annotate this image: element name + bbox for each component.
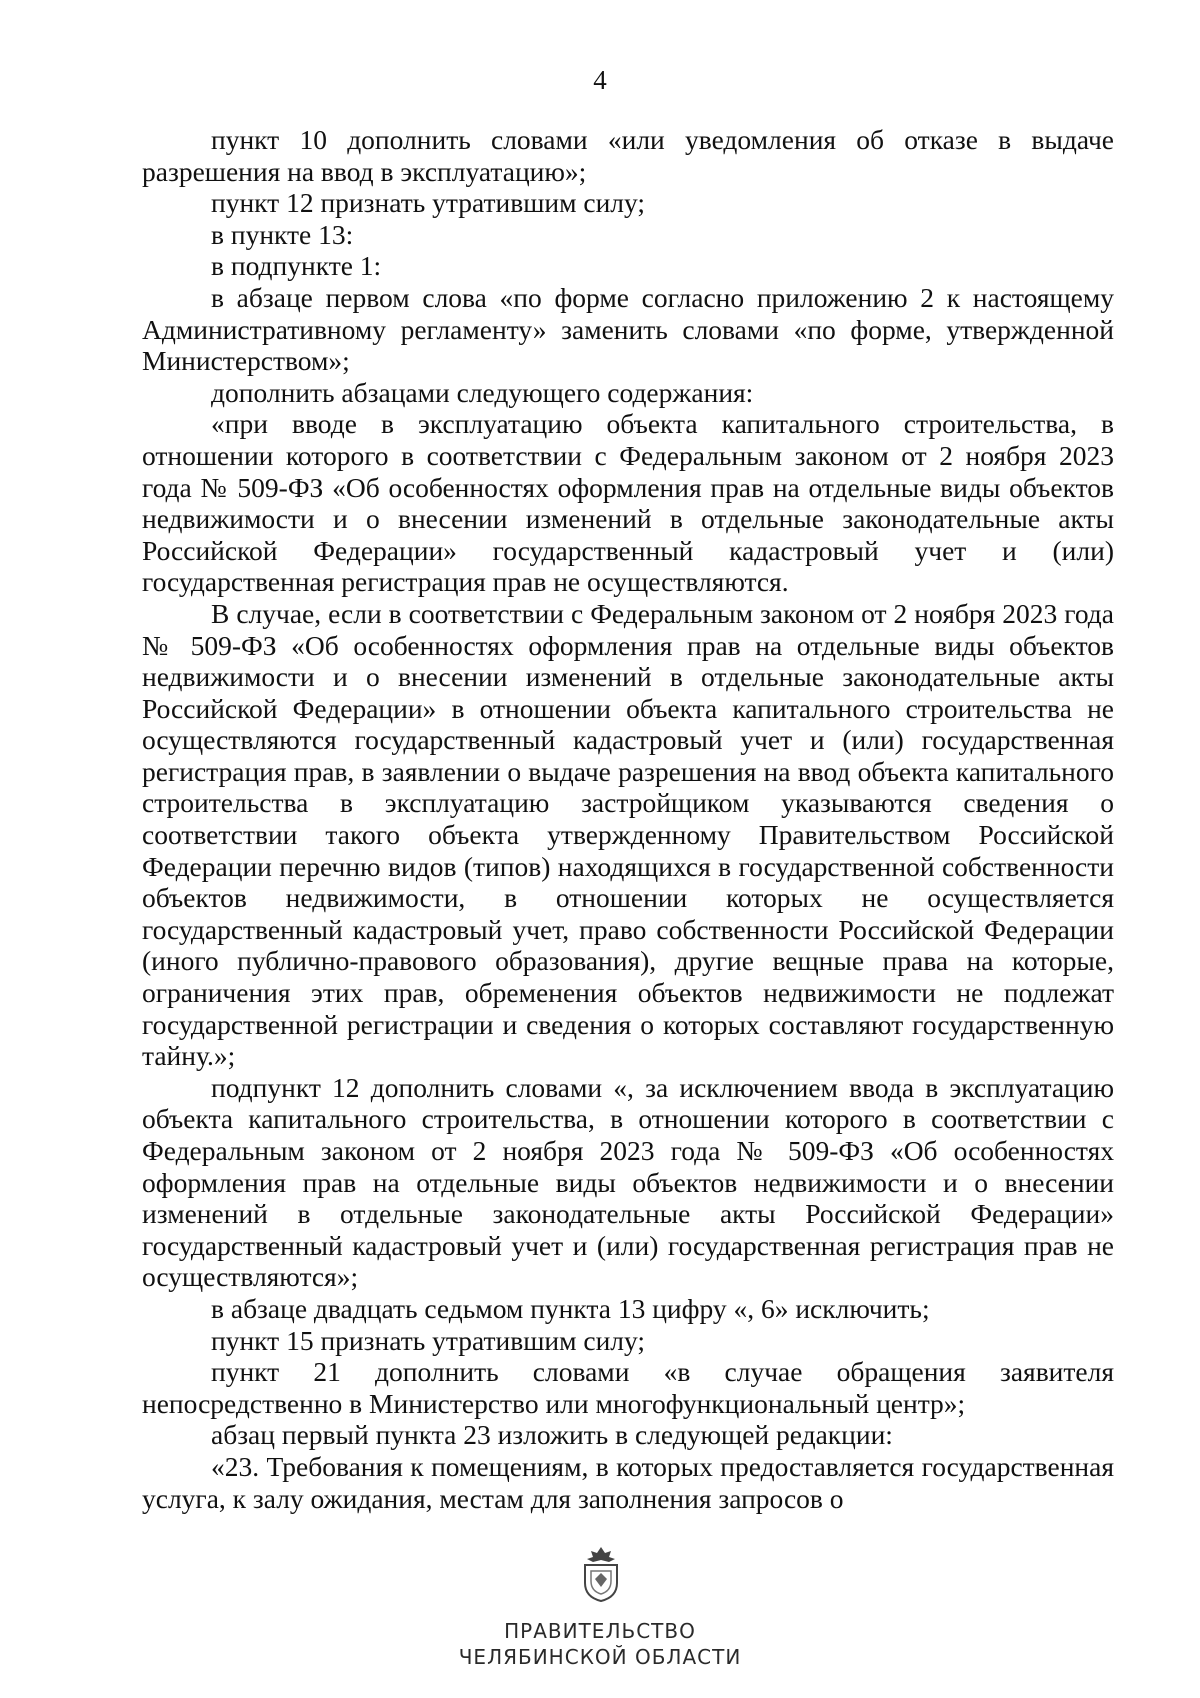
paragraph: в подпункте 1: [211,250,382,282]
page-number: 4 [593,65,607,95]
paragraph: пункт 12 признать утратившим силу; [211,187,646,219]
paragraph: пункт 21 дополнить словами «в случае обращения заявителя непосредственно в Министерство или многофункциональный центр»; [142,1356,1114,1419]
paragraph: в абзаце первом слова «по форме согласно приложению 2 к настоящему Административному регламенту» заменить словами «по форме, утвержденной Министерством»; [142,281,1114,377]
paragraph: «при вводе в эксплуатацию объекта капитального строительства, в отношении которого в соответствии с Федеральным законом от 2 ноября 2023 года № 509-ФЗ «Об особенностях оформления прав на отдельные виды объектов недвижимости и о внесении изменений в отдельные законодательные акты Российской Федерации» государственный кадастровый учет и (или) государственная регистрация прав не осуществляются. [142,408,1114,598]
paragraph: в пункте 13: [211,218,354,250]
government-stamp [0,1545,1200,1685]
paragraph: «23. Требования к помещениям, в которых предоставляется государственная услуга, к залу ожидания, местам для заполнения запросов о [142,1450,1114,1514]
document-body [142,124,1114,1514]
paragraph: в абзаце двадцать седьмом пункта 13 цифру «, 6» исключить; [211,1292,930,1324]
coat-of-arms-icon [579,1545,623,1603]
paragraph: дополнить абзацами следующего содержания: [211,376,754,408]
paragraph: пункт 10 дополнить словами «или уведомления об отказе в выдаче разрешения на ввод в эксплуатацию»; [142,124,1114,187]
paragraph: подпункт 12 дополнить словами «, за исключением ввода в эксплуатацию объекта капитального строительства, в отношении которого в соответствии с Федеральным законом от 2 ноября 2023 года № 509-ФЗ «Об особенностях оформления прав на отдельные виды объектов недвижимости и о внесении изменений в отдельные законодательные акты Российской Федерации» государственный кадастровый учет и (или) государственная регистрация прав не осуществляются»; [142,1071,1114,1293]
paragraph: В случае, если в соответствии с Федеральным законом от 2 ноября 2023 года № 509-ФЗ «Об особенностях оформления прав на отдельные виды объектов недвижимости и о внесении изменений в отдельные законодательные акты Российской Федерации» в отношении объекта капитального строительства не осуществляются государственный кадастровый учет и (или) государственная регистрация прав, в заявлении о выдаче разрешения на ввод объекта капитального строительства в эксплуатацию застройщиком указываются сведения о соответствии такого объекта утвержденному Правительством Российской Федерации перечню видов (типов) находящихся в государственной собственности объектов недвижимости, в отношении которых не осуществляется государственный кадастровый учет, право собственности Российской Федерации (иного публично-правового образования), другие вещные права на которые, ограничения этих прав, обременения объектов недвижимости не подлежат государственной регистрации и сведения о которых составляют государственную тайну.»; [142,597,1114,1072]
stamp-line-region: ЧЕЛЯБИНСКОЙ ОБЛАСТИ [458,1645,742,1669]
paragraph: абзац первый пункта 23 изложить в следующей редакции: [211,1419,893,1451]
stamp-line-government: ПРАВИТЕЛЬСТВО [504,1619,696,1643]
paragraph: пункт 15 признать утратившим силу; [211,1324,646,1356]
